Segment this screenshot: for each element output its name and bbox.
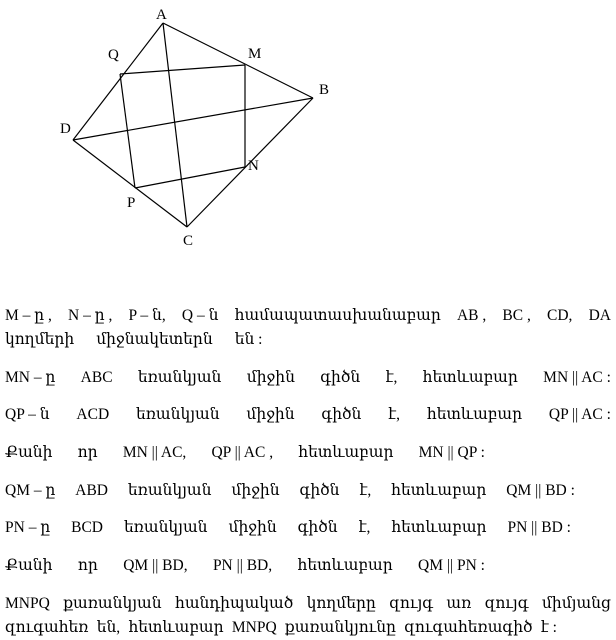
text-fragment: միմյանց xyxy=(541,595,611,612)
label-m: M xyxy=(248,46,262,62)
text-fragment: MNPQ xyxy=(5,595,50,612)
text-fragment: MN || AC : xyxy=(543,369,611,386)
text-fragment: QM – ը xyxy=(5,482,56,499)
text-line-3 xyxy=(5,368,611,388)
side-qm xyxy=(120,65,245,74)
text-fragment: է : xyxy=(540,619,557,636)
text-fragment: գիծն xyxy=(299,482,340,499)
text-fragment: եռանկյան xyxy=(137,369,222,386)
text-line-6 xyxy=(5,481,575,501)
quadrilateral-figure xyxy=(0,0,616,260)
text-fragment: Q – ն xyxy=(181,307,219,324)
label-n: N xyxy=(248,158,259,174)
text-fragment: եռանկյան xyxy=(123,519,208,536)
text-fragment: առ xyxy=(446,595,472,612)
text-line-2 xyxy=(5,330,611,350)
text-fragment: զույգ xyxy=(484,595,529,612)
text-fragment: M – ը , xyxy=(5,307,52,324)
label-p: P xyxy=(127,195,136,211)
text-fragment: քառանկյան xyxy=(63,595,162,612)
text-line-1 xyxy=(5,306,611,326)
text-fragment: որ xyxy=(77,444,98,461)
text-fragment: եռանկյան xyxy=(127,482,212,499)
side-da xyxy=(73,23,163,140)
diagonal-db xyxy=(73,98,313,140)
text-fragment: QP – ն xyxy=(5,406,50,423)
text-fragment: գիծն xyxy=(321,406,362,423)
text-fragment: հանդիպակած xyxy=(174,595,294,612)
text-fragment: միջին xyxy=(231,482,280,499)
text-fragment: հետևաբար xyxy=(426,406,523,423)
text-fragment: զուգահեռագիծ xyxy=(404,619,533,636)
text-fragment: է, xyxy=(359,482,372,499)
text-fragment: հետևաբար xyxy=(391,519,487,536)
text-fragment: ABC xyxy=(80,369,113,386)
text-fragment: են : xyxy=(234,331,263,348)
text-fragment: DA xyxy=(588,307,611,324)
text-fragment: MN – ը xyxy=(5,369,56,386)
text-fragment: P – ն, xyxy=(128,307,166,324)
text-fragment: գիծն xyxy=(297,519,338,536)
text-fragment: QM || BD : xyxy=(506,482,575,499)
label-c: C xyxy=(183,233,194,249)
text-fragment: QP || AC , xyxy=(211,444,274,461)
text-fragment: N – ը , xyxy=(68,307,113,324)
text-fragment: է, xyxy=(388,406,401,423)
text-fragment: միջին xyxy=(246,369,295,386)
text-fragment: CD, xyxy=(547,307,573,324)
text-line-4 xyxy=(5,405,611,425)
text-fragment: Քանի xyxy=(5,444,53,461)
text-fragment: է, xyxy=(385,369,398,386)
label-q: Q xyxy=(108,47,119,63)
text-fragment: PN – ը xyxy=(5,519,51,536)
text-fragment: քառանկյունը xyxy=(284,619,397,636)
text-fragment: հետևաբար xyxy=(297,557,393,574)
text-fragment: եռանկյան xyxy=(135,406,220,423)
text-fragment: QM || PN : xyxy=(418,557,485,574)
label-a: A xyxy=(156,7,167,23)
text-fragment: որ xyxy=(77,557,98,574)
text-fragment: կողմերը xyxy=(306,595,376,612)
text-fragment: զույգ xyxy=(389,595,434,612)
text-fragment: հետևաբար xyxy=(298,444,394,461)
text-fragment: համապատասխանաբար xyxy=(234,307,441,324)
label-d: D xyxy=(60,121,71,137)
text-fragment: PN || BD : xyxy=(507,519,571,536)
text-fragment: հետևաբար xyxy=(422,369,518,386)
text-line-8 xyxy=(5,556,485,576)
text-line-7 xyxy=(5,518,571,538)
text-fragment: QP || AC : xyxy=(548,406,611,423)
diagonal-ac xyxy=(163,23,187,227)
text-fragment: MN || AC, xyxy=(122,444,187,461)
text-fragment: Քանի xyxy=(5,557,53,574)
text-fragment: BCD xyxy=(71,519,103,536)
text-fragment: ABD xyxy=(75,482,108,499)
text-line-9 xyxy=(5,594,611,614)
text-fragment: AB , xyxy=(456,307,487,324)
text-fragment: միջին xyxy=(228,519,277,536)
text-fragment: միջին xyxy=(246,406,295,423)
text-fragment: է, xyxy=(358,519,371,536)
label-b: B xyxy=(319,82,330,98)
text-fragment: ACD xyxy=(76,406,110,423)
text-fragment: միջնակետերն xyxy=(96,331,213,348)
text-fragment: QM || BD, xyxy=(123,557,188,574)
text-line-5 xyxy=(5,443,485,463)
text-fragment: BC , xyxy=(502,307,531,324)
text-fragment: MN || QP : xyxy=(418,444,485,461)
text-fragment: գիծն xyxy=(320,369,361,386)
text-fragment: PN || BD, xyxy=(212,557,273,574)
text-fragment: հետևաբար xyxy=(391,482,487,499)
text-fragment: են, xyxy=(96,619,121,636)
side-ab xyxy=(163,23,313,98)
text-fragment: զուգահեռ xyxy=(5,619,89,636)
text-fragment: MNPQ xyxy=(231,619,277,636)
text-line-10 xyxy=(5,618,557,638)
text-fragment: կողմերի xyxy=(5,331,75,348)
text-fragment: հետևաբար xyxy=(128,619,224,636)
